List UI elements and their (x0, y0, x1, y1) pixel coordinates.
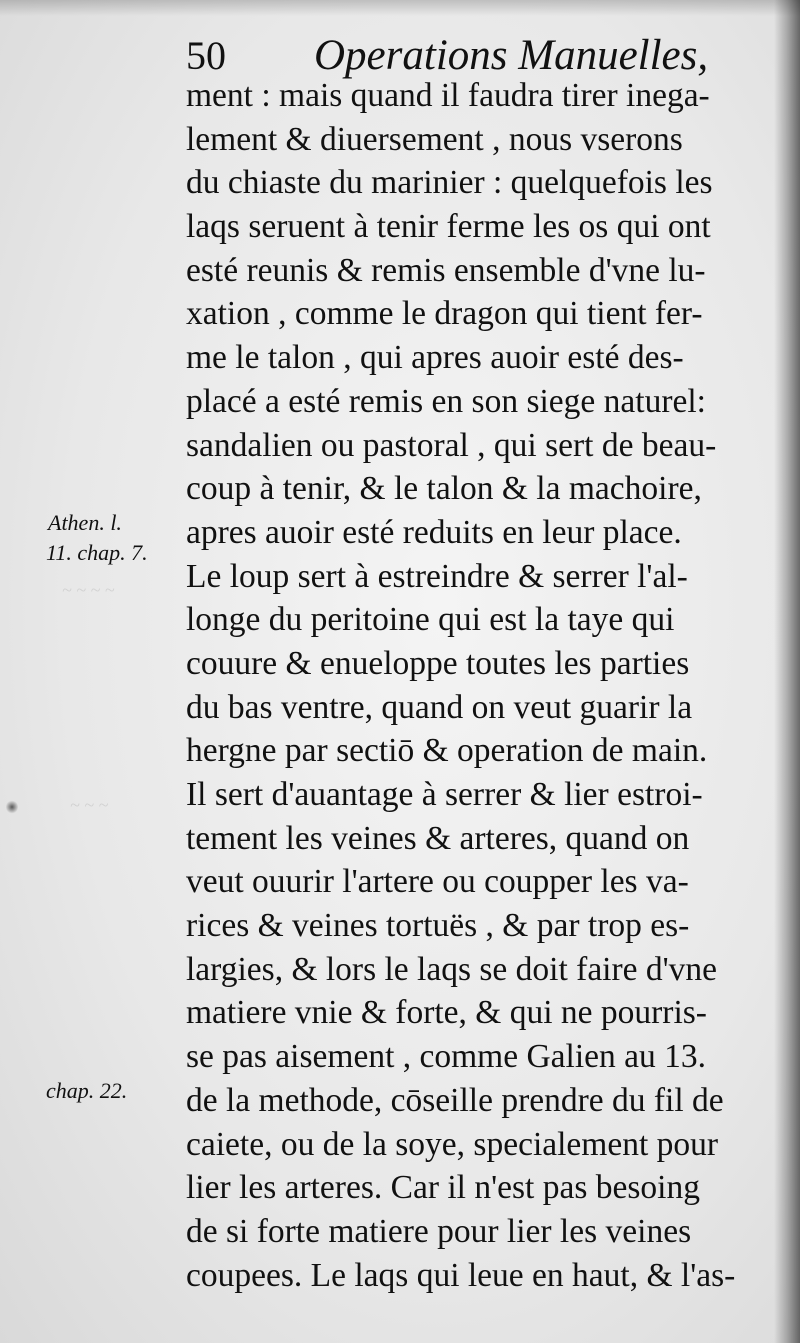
page-number: 50 (186, 33, 226, 78)
text-line: coupees. Le laqs qui leue en haut, & l'as- (186, 1256, 736, 1294)
page-top-shadow (0, 0, 800, 16)
running-title: Operations Manuelles, (314, 32, 709, 79)
text-line: Il sert d'auantage à serrer & lier estroi- (186, 776, 703, 813)
text-line: me le talon , qui apres auoir esté des- (186, 339, 684, 377)
text-line: lier les arteres. Car il n'est pas besoing (186, 1169, 700, 1207)
margin-note-athen: Athen. l. (48, 510, 122, 535)
text-line: de si forte matiere pour lier les veines (186, 1212, 692, 1250)
text-line: du bas ventre, quand on veut guarir la (186, 688, 693, 726)
text-line: caiete, ou de la soye, specialement pour (186, 1125, 719, 1163)
margin-note-athen-chapter: 11. chap. 7. (46, 540, 148, 565)
text-line: apres auoir esté reduits en leur place. (186, 513, 682, 551)
text-line: se pas aisement , comme Galien au 13. (186, 1038, 707, 1076)
text-line: veut ouurir l'artere ou coupper les va- (186, 863, 689, 901)
text-line: placé a esté remis en son siege naturel: (186, 382, 706, 420)
margin-note-chap22: chap. 22. (46, 1078, 128, 1103)
bleed-through-mark: ~ ~ ~ (70, 795, 109, 815)
text-line: sandalien ou pastoral , qui sert de beau- (186, 426, 717, 464)
bleed-through-mark: ~ ~ ~ ~ (62, 580, 115, 600)
ink-speck (6, 800, 18, 814)
body-text (186, 74, 762, 1297)
text-line: matiere vnie & forte, & qui ne pourris- (186, 994, 707, 1032)
text-line: xation , comme le dragon qui tient fer- (186, 295, 703, 333)
page-gutter-shadow (774, 0, 800, 1343)
text-line: lement & diuersement , nous vserons (186, 120, 683, 158)
text-line: tement les veines & arteres, quand on (186, 819, 690, 857)
text-line: laqs seruent à tenir ferme les os qui ont (186, 208, 711, 246)
text-line: longe du peritoine qui est la taye qui (186, 601, 675, 639)
text-line: de la methode, cōseille prendre du fil de (186, 1081, 724, 1119)
text-line: esté reunis & remis ensemble d'vne lu- (186, 251, 706, 289)
text-line: ment : mais quand il faudra tirer inega- (186, 77, 710, 114)
text-line: rices & veines tortuës , & par trop es- (186, 907, 690, 945)
text-line: du chiaste du marinier : quelquefois les (186, 164, 713, 202)
text-line: hergne par sectiō & operation de main. (186, 732, 708, 770)
text-line: Le loup sert à estreindre & serrer l'al- (186, 557, 688, 595)
text-line: largies, & lors le laqs se doit faire d'vne (186, 950, 718, 988)
text-line: couure & enueloppe toutes les parties (186, 644, 690, 682)
text-line: coup à tenir, & le talon & la machoire, (186, 470, 702, 508)
